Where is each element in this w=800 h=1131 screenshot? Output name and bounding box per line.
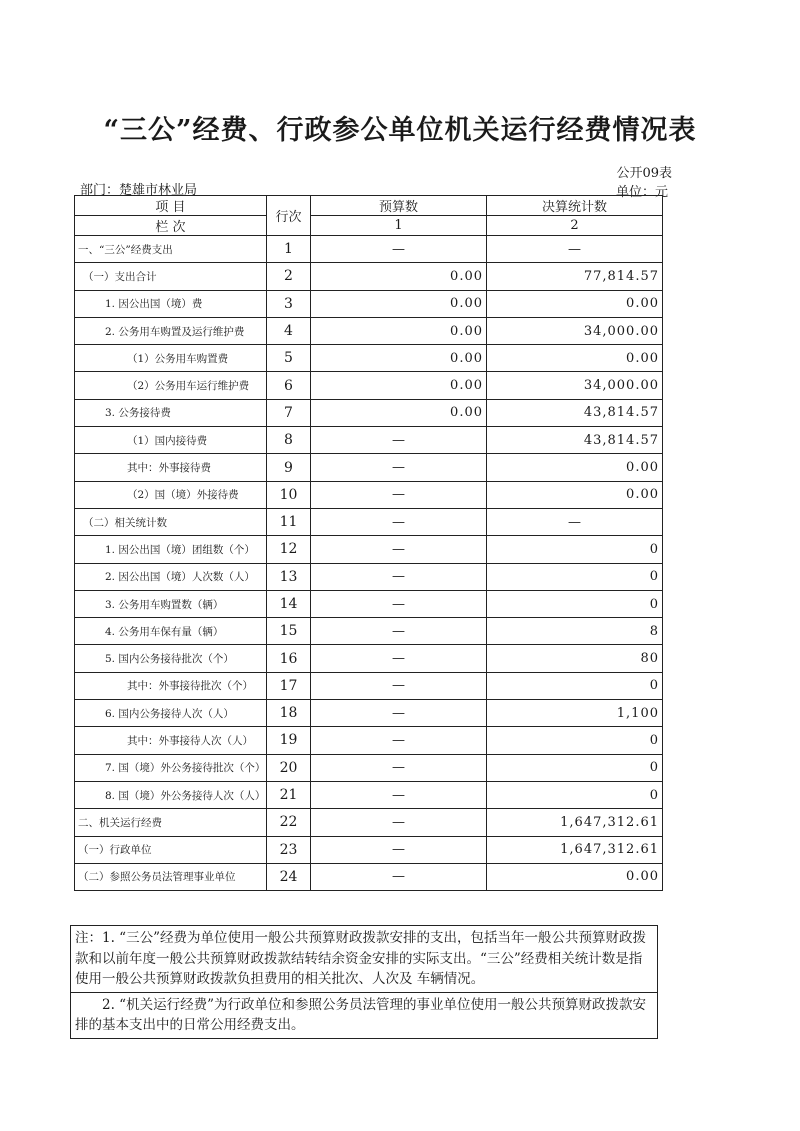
header-actual-col: 2 xyxy=(487,216,663,236)
table-row xyxy=(75,454,663,481)
row-line-cell: 1 xyxy=(267,236,311,263)
table-row xyxy=(75,536,663,563)
row-item-cell: 2. 因公出国（境）人次数（人） xyxy=(75,563,267,590)
row-line-cell: 22 xyxy=(267,809,311,836)
row-item-cell: 1. 因公出国（境）费 xyxy=(75,290,267,317)
row-item-cell: （2）公务用车运行维护费 xyxy=(75,372,267,399)
row-actual-cell: 0 xyxy=(487,536,663,563)
row-item-cell: 二、机关运行经费 xyxy=(75,809,267,836)
table-row xyxy=(75,236,663,263)
row-budget-cell: 0.00 xyxy=(311,290,487,317)
table-row xyxy=(75,317,663,344)
row-budget-cell: — xyxy=(311,236,487,263)
row-actual-cell: 0 xyxy=(487,563,663,590)
header-row-1 xyxy=(75,196,663,216)
row-budget-cell: — xyxy=(311,863,487,890)
row-actual-cell: 34,000.00 xyxy=(487,372,663,399)
table-row xyxy=(75,618,663,645)
row-item-cell: （一）支出合计 xyxy=(75,263,267,290)
row-item-cell: （二）参照公务员法管理事业单位 xyxy=(75,863,267,890)
row-item-cell: 1. 因公出国（境）团组数（个） xyxy=(75,536,267,563)
row-budget-cell: — xyxy=(311,618,487,645)
note-1: 注：1. “三公”经费为单位使用一般公共预算财政拨款安排的支出，包括当年一般公共预算财政拨款和以前年度一般公共预算财政拨款结转结余资金安排的实际支出。“三公”经费相关统计数是指使用一般公共预算财政拨款负担费用的相关批次、人次及 车辆情况。 xyxy=(71,926,658,993)
row-actual-cell: 1,100 xyxy=(487,700,663,727)
row-actual-cell: 1,647,312.61 xyxy=(487,836,663,863)
row-line-cell: 11 xyxy=(267,508,311,535)
row-budget-cell: 0.00 xyxy=(311,345,487,372)
header-budget-col: 1 xyxy=(311,216,487,236)
row-item-cell: （一）行政单位 xyxy=(75,836,267,863)
row-actual-cell: 43,814.57 xyxy=(487,399,663,426)
note-2: 2. “机关运行经费”为行政单位和参照公务员法管理的事业单位使用一般公共预算财政拨款安排的基本支出中的日常公用经费支出。 xyxy=(71,992,658,1038)
row-item-cell: 2. 公务用车购置及运行维护费 xyxy=(75,317,267,344)
row-line-cell: 17 xyxy=(267,672,311,699)
row-item-cell: 其中：外事接待费 xyxy=(75,454,267,481)
department-label: 部门：楚雄市林业局 xyxy=(80,183,198,198)
row-actual-cell: 0 xyxy=(487,727,663,754)
row-line-cell: 10 xyxy=(267,481,311,508)
row-budget-cell: — xyxy=(311,700,487,727)
table-row xyxy=(75,345,663,372)
table-row xyxy=(75,590,663,617)
row-line-cell: 14 xyxy=(267,590,311,617)
row-budget-cell: — xyxy=(311,427,487,454)
row-item-cell: （1）公务用车购置费 xyxy=(75,345,267,372)
table-row xyxy=(75,754,663,781)
row-budget-cell: — xyxy=(311,563,487,590)
row-line-cell: 2 xyxy=(267,263,311,290)
table-row xyxy=(75,263,663,290)
row-budget-cell: — xyxy=(311,672,487,699)
row-actual-cell: 0.00 xyxy=(487,481,663,508)
row-actual-cell: 34,000.00 xyxy=(487,317,663,344)
row-actual-cell: 43,814.57 xyxy=(487,427,663,454)
row-item-cell: 4. 公务用车保有量（辆） xyxy=(75,618,267,645)
expense-table xyxy=(74,195,663,891)
row-item-cell: 3. 公务接待费 xyxy=(75,399,267,426)
row-actual-cell: 0 xyxy=(487,672,663,699)
row-actual-cell: 77,814.57 xyxy=(487,263,663,290)
row-budget-cell: — xyxy=(311,590,487,617)
row-budget-cell: 0.00 xyxy=(311,399,487,426)
row-line-cell: 13 xyxy=(267,563,311,590)
notes-box xyxy=(70,925,658,1039)
row-item-cell: 7. 国（境）外公务接待批次（个） xyxy=(75,754,267,781)
row-item-cell: 其中：外事接待人次（人） xyxy=(75,727,267,754)
table-row xyxy=(75,863,663,890)
table-row xyxy=(75,727,663,754)
row-line-cell: 3 xyxy=(267,290,311,317)
row-line-cell: 12 xyxy=(267,536,311,563)
table-row xyxy=(75,427,663,454)
row-budget-cell: — xyxy=(311,454,487,481)
table-row xyxy=(75,809,663,836)
table-row xyxy=(75,508,663,535)
unit-label: 单位：元 xyxy=(615,185,668,200)
header-item: 项 目 xyxy=(75,196,267,216)
row-line-cell: 9 xyxy=(267,454,311,481)
table-row xyxy=(75,672,663,699)
row-line-cell: 7 xyxy=(267,399,311,426)
row-budget-cell: — xyxy=(311,727,487,754)
row-item-cell: 其中：外事接待批次（个） xyxy=(75,672,267,699)
row-line-cell: 18 xyxy=(267,700,311,727)
table-row xyxy=(75,645,663,672)
row-item-cell: （1）国内接待费 xyxy=(75,427,267,454)
row-line-cell: 24 xyxy=(267,863,311,890)
header-line-no: 行次 xyxy=(267,196,311,236)
row-line-cell: 8 xyxy=(267,427,311,454)
header-budget: 预算数 xyxy=(311,196,487,216)
row-budget-cell: — xyxy=(311,536,487,563)
row-budget-cell: — xyxy=(311,481,487,508)
row-line-cell: 20 xyxy=(267,754,311,781)
row-actual-cell: — xyxy=(487,508,663,535)
table-row xyxy=(75,836,663,863)
table-row xyxy=(75,372,663,399)
row-budget-cell: — xyxy=(311,508,487,535)
table-body xyxy=(75,236,663,891)
row-item-cell: 8. 国（境）外公务接待人次（人） xyxy=(75,781,267,808)
row-budget-cell: — xyxy=(311,781,487,808)
row-budget-cell: 0.00 xyxy=(311,263,487,290)
header-row-2 xyxy=(75,216,663,236)
row-actual-cell: 8 xyxy=(487,618,663,645)
row-budget-cell: 0.00 xyxy=(311,317,487,344)
row-line-cell: 15 xyxy=(267,618,311,645)
row-item-cell: 一、“三公”经费支出 xyxy=(75,236,267,263)
row-actual-cell: 0.00 xyxy=(487,454,663,481)
row-line-cell: 5 xyxy=(267,345,311,372)
row-item-cell: 5. 国内公务接待批次（个） xyxy=(75,645,267,672)
row-budget-cell: — xyxy=(311,809,487,836)
header-column-label: 栏 次 xyxy=(75,216,267,236)
row-line-cell: 23 xyxy=(267,836,311,863)
row-actual-cell: 0.00 xyxy=(487,863,663,890)
table-row xyxy=(75,481,663,508)
table-row xyxy=(75,563,663,590)
row-line-cell: 16 xyxy=(267,645,311,672)
row-item-cell: 6. 国内公务接待人次（人） xyxy=(75,700,267,727)
row-actual-cell: 0.00 xyxy=(487,345,663,372)
page-title: “三公”经费、行政参公单位机关运行经费情况表 xyxy=(103,115,697,146)
table-row xyxy=(75,399,663,426)
row-budget-cell: — xyxy=(311,754,487,781)
row-item-cell: （2）国（境）外接待费 xyxy=(75,481,267,508)
row-actual-cell: 0 xyxy=(487,590,663,617)
row-line-cell: 21 xyxy=(267,781,311,808)
row-line-cell: 6 xyxy=(267,372,311,399)
row-actual-cell: 0.00 xyxy=(487,290,663,317)
row-actual-cell: 0 xyxy=(487,754,663,781)
row-budget-cell: — xyxy=(311,836,487,863)
table-row xyxy=(75,781,663,808)
form-code: 公开09表 xyxy=(616,166,672,181)
header-actual: 决算统计数 xyxy=(487,196,663,216)
row-line-cell: 4 xyxy=(267,317,311,344)
row-line-cell: 19 xyxy=(267,727,311,754)
row-actual-cell: — xyxy=(487,236,663,263)
table-row xyxy=(75,290,663,317)
row-budget-cell: — xyxy=(311,645,487,672)
row-item-cell: 3. 公务用车购置数（辆） xyxy=(75,590,267,617)
row-item-cell: （二）相关统计数 xyxy=(75,508,267,535)
row-budget-cell: 0.00 xyxy=(311,372,487,399)
table-row xyxy=(75,700,663,727)
row-actual-cell: 1,647,312.61 xyxy=(487,809,663,836)
row-actual-cell: 0 xyxy=(487,781,663,808)
row-actual-cell: 80 xyxy=(487,645,663,672)
